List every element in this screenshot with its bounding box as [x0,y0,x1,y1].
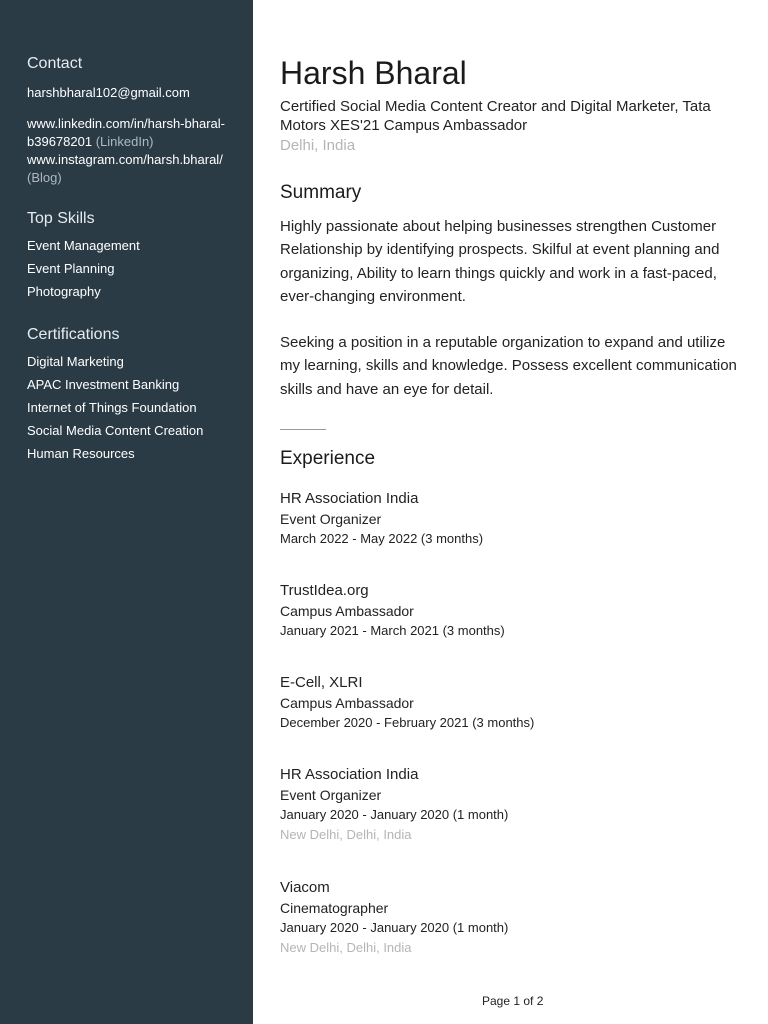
linkedin-tag: (LinkedIn) [95,134,154,149]
experience-item [280,673,740,732]
page-number: Page 1 of 2 [482,994,544,1008]
linkedin-link[interactable] [27,115,242,151]
job-company: HR Association India [280,490,419,507]
linkedin-url-line2: b39678201 [27,134,93,149]
experience-item [280,878,740,957]
experience-item [280,581,740,640]
job-role: Event Organizer [280,787,382,803]
certification-item: Internet of Things Foundation [27,400,197,415]
sidebar [0,0,253,1024]
certification-item: Social Media Content Creation [27,423,204,438]
job-dates: March 2022 - May 2022 (3 months) [280,531,484,546]
job-location: New Delhi, Delhi, India [280,827,412,842]
job-company: TrustIdea.org [280,582,369,599]
certification-item: APAC Investment Banking [27,377,180,392]
certifications-section [27,325,242,465]
job-company: E-Cell, XLRI [280,674,363,691]
linkedin-url-line1: www.linkedin.com/in/harsh-bharal- [27,116,225,131]
job-dates: January 2020 - January 2020 (1 month) [280,920,509,935]
instagram-url: www.instagram.com/harsh.bharal/ [27,152,223,167]
skills-heading: Top Skills [27,210,95,227]
certification-item: Digital Marketing [27,354,124,369]
certification-item: Human Resources [27,446,135,461]
job-role: Event Organizer [280,511,382,527]
job-dates: January 2021 - March 2021 (3 months) [280,623,505,638]
profile-name: Harsh Bharal [280,55,467,91]
job-role: Campus Ambassador [280,695,414,711]
instagram-link[interactable] [27,151,242,187]
job-role: Cinematographer [280,900,389,916]
job-company: HR Association India [280,766,419,783]
summary-heading: Summary [280,182,362,203]
job-dates: December 2020 - February 2021 (3 months) [280,715,535,730]
instagram-tag: (Blog) [27,170,62,185]
job-dates: January 2020 - January 2020 (1 month) [280,807,509,822]
job-role: Campus Ambassador [280,603,414,619]
skill-item: Event Management [27,238,140,253]
experience-item [280,489,740,548]
certifications-heading: Certifications [27,326,120,343]
skills-section [27,209,242,303]
skill-item: Event Planning [27,261,115,276]
contact-section [27,54,242,187]
profile-location: Delhi, India [280,137,356,154]
profile-headline: Certified Social Media Content Creator and Digital Marketer, Tata Motors XES'21 Campus Ambassador [280,98,711,134]
job-company: Viacom [280,879,330,896]
summary-paragraph: Seeking a position in a reputable organization to expand and utilize my learning, skills and knowledge. Possess excellent communication skills and have an eye for detail. [280,334,737,398]
job-location: New Delhi, Delhi, India [280,940,412,955]
summary-paragraph: Highly passionate about helping businesses strengthen Customer Relationship by identifying prospects. Skilful at event planning and organizing, Ability to learn things quickly and work in a fast-paced, ever-changing environment. [280,218,720,305]
contact-heading: Contact [27,55,83,72]
email-link[interactable]: harshbharal102@gmail.com [27,85,190,100]
section-divider [280,429,326,430]
experience-heading: Experience [280,448,376,469]
experience-item [280,765,740,844]
skill-item: Photography [27,284,101,299]
